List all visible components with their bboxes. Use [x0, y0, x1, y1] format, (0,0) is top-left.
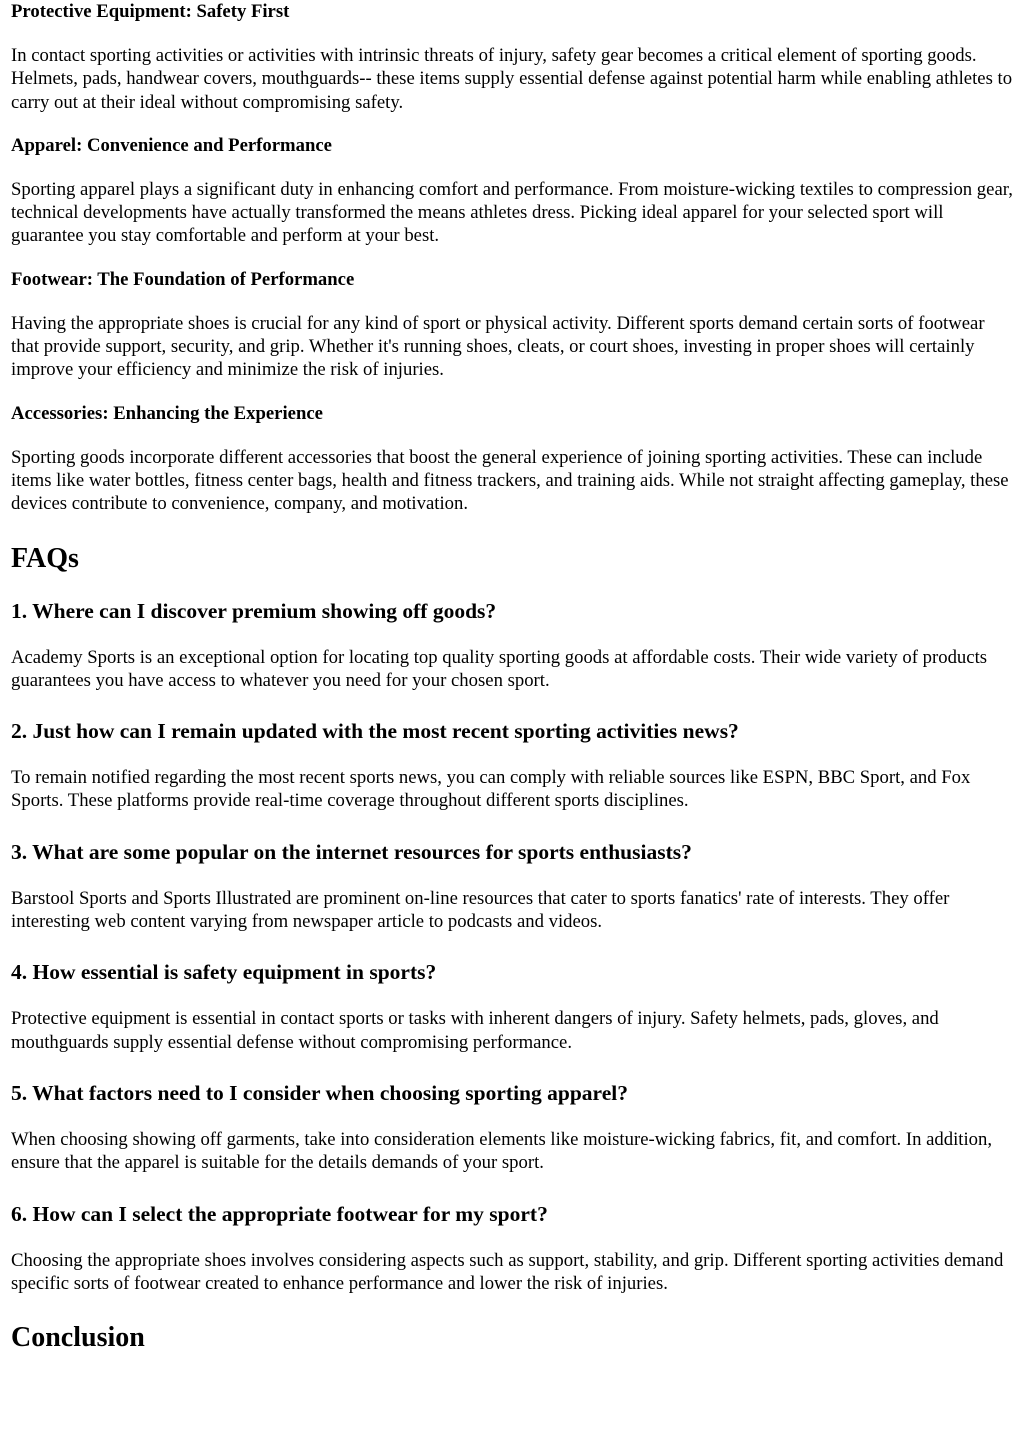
conclusion-title: Conclusion	[11, 1322, 145, 1354]
faq-item	[11, 1201, 1016, 1296]
section-heading: Footwear: The Foundation of Performance	[11, 268, 355, 290]
faq-answer: To remain notified regarding the most recent sports news, you can comply with reliable sources like ESPN, BBC Sport, and Fox Sports. These platforms provide real-time coverage throughout different sports disciplines.	[11, 767, 971, 812]
faq-question: 4. How essential is safety equipment in sports?	[11, 960, 437, 985]
faq-question: 6. How can I select the appropriate footwear for my sport?	[11, 1201, 548, 1226]
section-protective-equipment	[11, 0, 1016, 114]
section-paragraph: Sporting apparel plays a significant duty in enhancing comfort and performance. From moisture-wicking textiles to compression gear, technical developments have actually transformed the means athletes dress. Picking ideal apparel for your selected sport will guarantee you stay comfortable and perform at your best.	[11, 178, 1013, 247]
section-paragraph: In contact sporting activities or activities with intrinsic threats of injury, safety gear becomes a critical element of sporting goods. Helmets, pads, handwear covers, mouthguards-- these items supply essential defense against potential harm while enabling athletes to carry out at their ideal without compromising safety.	[11, 45, 1013, 113]
faq-item	[11, 839, 1016, 934]
faq-answer: Barstool Sports and Sports Illustrated are prominent on-line resources that cater to sports fanatics' rate of interests. They offer interesting web content varying from newspaper article to podcasts and videos.	[11, 887, 950, 933]
faq-question: 1. Where can I discover premium showing off goods?	[11, 598, 497, 623]
section-heading: Protective Equipment: Safety First	[11, 1, 290, 22]
faq-answer: When choosing showing off garments, take into consideration elements like moisture-wicking fabrics, fit, and comfort. In addition, ensure that the apparel is suitable for the details demands of your sport.	[11, 1128, 993, 1174]
section-paragraph: Having the appropriate shoes is crucial for any kind of sport or physical activity. Different sports demand certain sorts of footwear that provide support, security, and grip. Whether it's running shoes, cleats, or court shoes, investing in proper shoes will certainly improve your efficiency and minimize the risk of injuries.	[11, 312, 985, 381]
faq-item	[11, 959, 1016, 1054]
faqs-title: FAQs	[11, 542, 79, 574]
section-accessories	[11, 402, 1016, 516]
faq-question: 2. Just how can I remain updated with the most recent sporting activities news?	[11, 719, 739, 744]
faq-answer: Choosing the appropriate shoes involves considering aspects such as support, stability, and grip. Different sporting activities demand specific sorts of footwear created to enhance performance and lower the risk of injuries.	[11, 1249, 1004, 1294]
faq-answer: Academy Sports is an exceptional option for locating top quality sporting goods at affordable costs. Their wide variety of products guarantees you have access to whatever you need for your chosen sport.	[11, 646, 988, 691]
faq-item	[11, 598, 1016, 693]
section-heading: Apparel: Convenience and Performance	[11, 134, 332, 156]
section-footwear	[11, 268, 1016, 382]
section-paragraph: Sporting goods incorporate different accessories that boost the general experience of joining sporting activities. These can include items like water bottles, fitness center bags, health and fitness trackers, and training aids. While not straight affecting gameplay, these devices contribute to convenience, company, and motivation.	[11, 446, 1009, 515]
faq-item	[11, 1080, 1016, 1175]
section-heading: Accessories: Enhancing the Experience	[11, 402, 323, 424]
faq-item	[11, 718, 1016, 813]
section-apparel	[11, 134, 1016, 248]
faq-question: 5. What factors need to I consider when choosing sporting apparel?	[11, 1080, 628, 1105]
faq-answer: Protective equipment is essential in contact sports or tasks with inherent dangers of injury. Safety helmets, pads, gloves, and mouthguards supply essential defense without compromising performance.	[11, 1008, 939, 1053]
faq-question: 3. What are some popular on the internet resources for sports enthusiasts?	[11, 839, 692, 864]
